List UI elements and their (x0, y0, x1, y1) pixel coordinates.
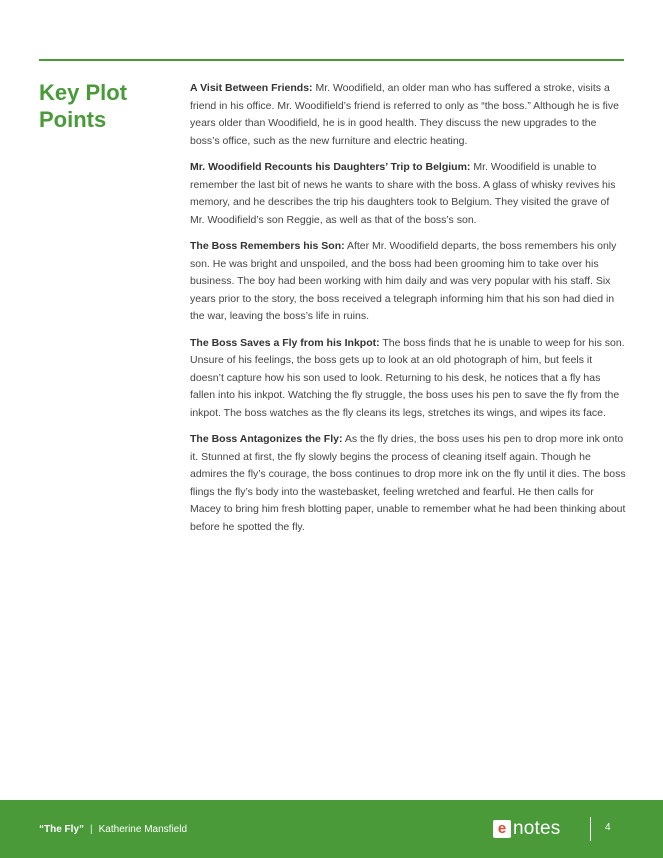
plot-point-text: After Mr. Woodifield departs, the boss remembers his only son. He was bright and unspoiled, and the boss had been grooming him to take over his business. The boy had been working with him daily and was very popular with his staff. Six years prior to the story, the boss received a telegraph informing him that his son had died in the war, leaving the boss’s life in ruins. (190, 240, 617, 322)
plot-point (190, 431, 626, 536)
enotes-logo (493, 817, 560, 841)
footer-book-info (39, 824, 187, 835)
plot-point-text: As the fly dries, the boss uses his pen to drop more ink onto it. Stunned at first, the fly slowly begins the process of cleaning itself again. Though he admires the fly’s courage, the boss continues to drop more ink on the fly until it dies. The boss flings the fly’s body into the wastebasket, feeling wretched and fearful. He then calls for Macey to bring him fresh blotting paper, unable to remember what he had been thinking about before he spotted the fly. (190, 433, 626, 533)
footer-author: Katherine Mansfield (98, 824, 188, 835)
plot-point-heading: The Boss Remembers his Son: (190, 240, 345, 252)
top-rule (39, 59, 624, 61)
plot-point-text: The boss finds that he is unable to weep for his son. Unsure of his feelings, the boss gets up to look at an old photograph of him, but feels it doesn’t capture how his son used to look. Returning to his desk, he notices that a fly has fallen into his inkpot. Watching the fly struggle, the boss uses his pen to save the fly from the inkpot. The boss watches as the fly cleans its legs, stretches its wings, and wipes its face. (190, 336, 625, 419)
plot-point-heading: Mr. Woodifield Recounts his Daughters’ Trip to Belgium: (190, 161, 471, 173)
plot-point-text: Mr. Woodifield is unable to remember the last bit of news he wants to share with the boss. A glass of whisky revives his memory, and he describes the trip his daughters took to Belgium. They visited the grave of Mr. Woodifield’s son Reggie, as well as that of the boss’s son. (190, 161, 616, 226)
plot-point (190, 159, 626, 229)
plot-point (190, 80, 626, 150)
footer-book-title: “The Fly” (39, 824, 85, 835)
footer-divider (590, 817, 591, 841)
plot-point (190, 335, 626, 423)
plot-point-heading: The Boss Antagonizes the Fly: (190, 433, 343, 445)
plot-point-heading: The Boss Saves a Fly from his Inkpot: (190, 336, 380, 349)
plot-points-list (190, 80, 626, 545)
enotes-logo-e-icon: e (493, 820, 511, 838)
plot-point-heading: A Visit Between Friends: (190, 82, 313, 94)
footer-separator: | (90, 824, 93, 835)
plot-point-text: Mr. Woodifield, an older man who has suffered a stroke, visits a friend in his office. Mr. Woodifield’s friend is referred to only as “the boss.” Although he is five years older than Woodifield, he is in good health. They discuss the new upgrades to the boss’s office, such as the new furniture and electric heating. (190, 82, 619, 147)
plot-point (190, 238, 626, 326)
page-number: 4 (605, 822, 611, 833)
enotes-logo-text: notes (513, 818, 561, 839)
footer (0, 800, 663, 858)
section-title: Key Plot Points (39, 80, 128, 132)
